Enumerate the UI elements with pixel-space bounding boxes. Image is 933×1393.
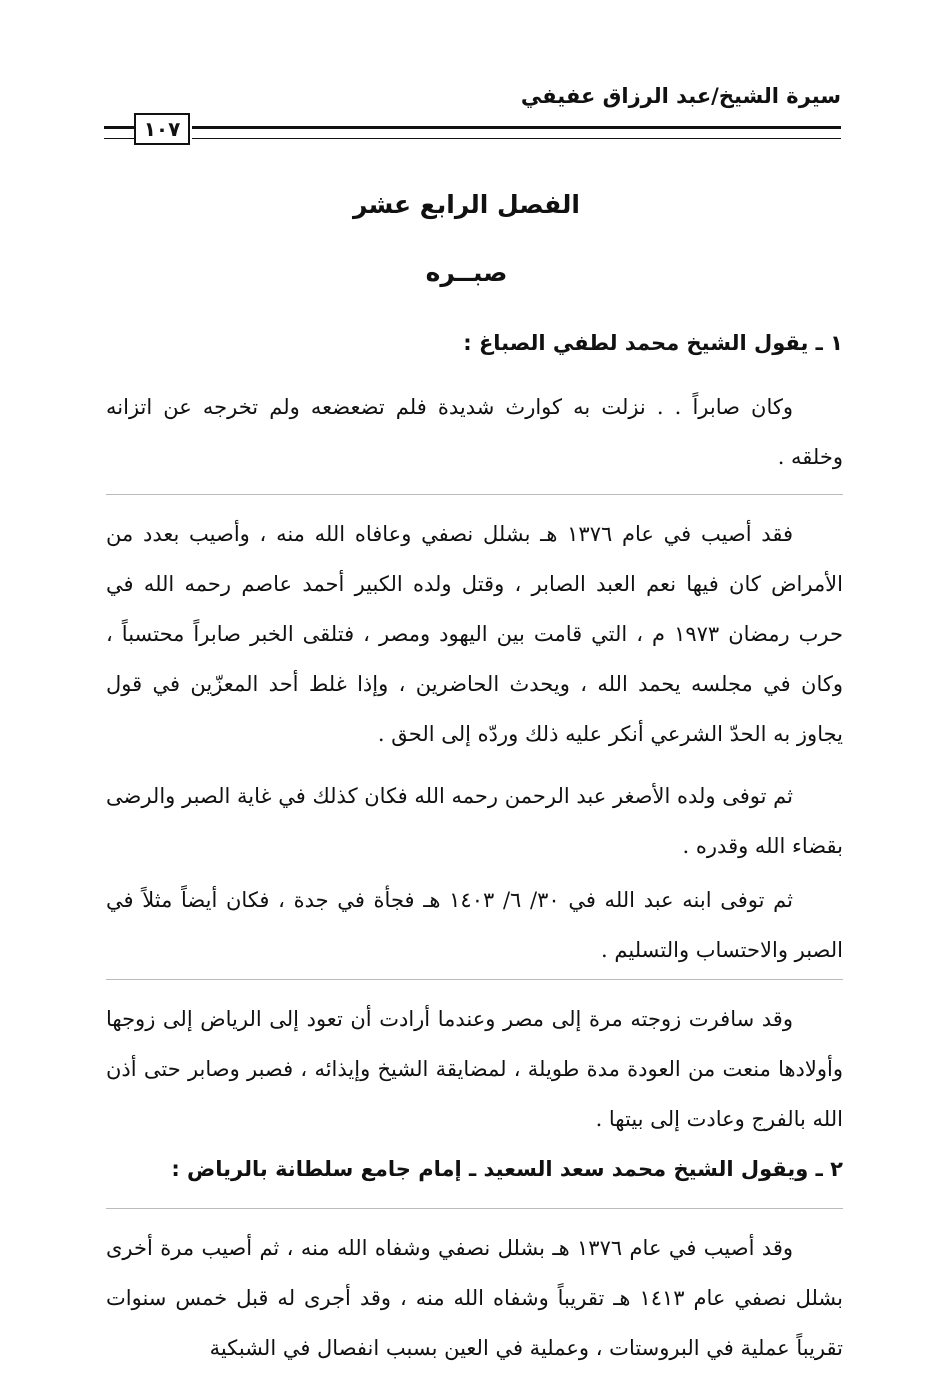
paragraph-divider <box>106 494 843 495</box>
header-rule-left <box>104 126 134 139</box>
running-header-title: سيرة الشيخ/عبد الرزاق عفيفي <box>520 84 841 108</box>
section-2 <box>106 1148 843 1373</box>
section-1 <box>106 322 843 1144</box>
header-rule <box>192 126 841 139</box>
section-heading: ١ ـ يقول الشيخ محمد لطفي الصباغ : <box>463 331 843 355</box>
paragraph: ثم توفى ولده الأصغر عبد الرحمن رحمه الله فكان كذلك في غاية الصبر والرضى بقضاء الله وقدره . <box>106 784 843 858</box>
chapter-title: الفصل الرابع عشر <box>353 190 580 219</box>
page-number: ١٠٧ <box>134 113 190 145</box>
section-heading: ٢ ـ ويقول الشيخ محمد سعد السعيد ـ إمام جامع سلطانة بالرياض : <box>171 1157 843 1181</box>
page-body <box>106 322 843 1385</box>
paragraph: فقد أصيب في عام ١٣٧٦ هـ بشلل نصفي وعافاه الله منه ، وأصيب بعدد من الأمراض كان فيها نعم العبد الصابر ، وقتل ولده الكبير أحمد عاصم رحمه الله في حرب رمضان ١٩٧٣ م ، التي قامت بين اليهود ومصر ، فتلقى الخبر صابراً محتسباً ، وكان في مجلسه يحمد الله ، ويحدث الحاضرين ، وإذا غلط أحد المعزّين في قول يجاوز به الحدّ الشرعي أنكر عليه ذلك وردّه إلى الحق . <box>106 522 844 746</box>
paragraph-divider <box>106 979 843 980</box>
paragraph: وكان صابراً . . نزلت به كوارث شديدة فلم تضعضعه ولم تخرجه عن اتزانه وخلقه . <box>106 395 843 469</box>
paragraph: وقد أصيب في عام ١٣٧٦ هـ بشلل نصفي وشفاه الله منه ، ثم أصيب مرة أخرى بشلل نصفي عام ١٤١٣ هـ تقريباً وشفاه الله منه ، وقد أجرى له قبل خمس سنوات تقريباً عملية في البروستات ، وعملية في العين بسبب انفصال في الشبكية <box>106 1236 843 1360</box>
paragraph: وقد سافرت زوجته مرة إلى مصر وعندما أرادت أن تعود إلى الرياض إلى زوجها وأولادها منعت من العودة مدة طويلة ، لمضايقة الشيخ وإيذائه ، فصبر وصابر حتى أذن الله بالفرج وعادت إلى بيتها . <box>106 1007 843 1131</box>
paragraph: ثم توفى ابنه عبد الله في ٣٠/ ٦/ ١٤٠٣ هـ فجأة في جدة ، فكان أيضاً مثلاً في الصبر والاحتساب والتسليم . <box>106 888 843 962</box>
paragraph-divider <box>106 1208 843 1209</box>
chapter-subtitle: صبــره <box>425 258 508 287</box>
